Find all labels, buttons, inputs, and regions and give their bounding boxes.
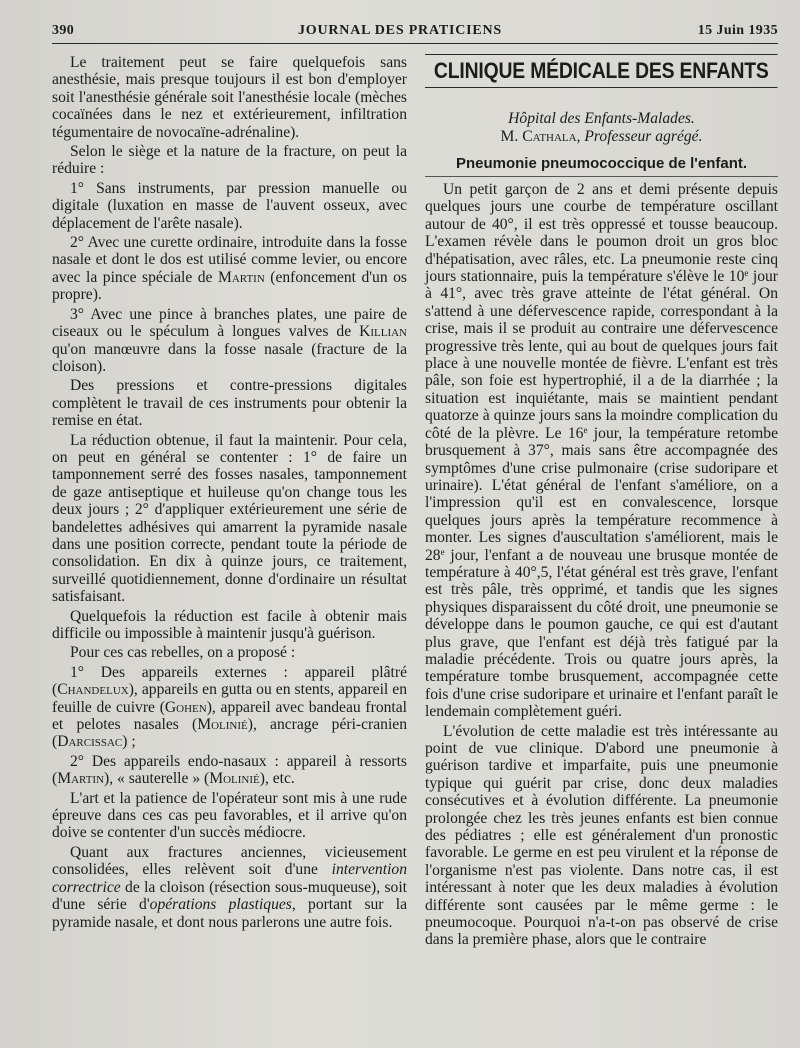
author-name: Gohen xyxy=(164,698,207,716)
author-name: Molinié xyxy=(209,770,260,788)
paragraph-text: de la cloison (résection sous-muqueuse), soit d'une série d' xyxy=(52,878,407,914)
paragraph-text: 2° Des appareils endo-nasaux : appareil à ressorts ( xyxy=(52,752,407,788)
superscript: e xyxy=(440,546,445,557)
paragraph-text: Quant aux fractures anciennes, vicieusement consolidées, elles relèvent soit d'une xyxy=(52,843,407,879)
paragraph xyxy=(52,234,407,304)
paragraph xyxy=(52,306,407,376)
emphasis-text: opérations plastiques xyxy=(149,896,292,914)
paragraph: Selon le siège et la nature de la fracture, on peut la réduire : xyxy=(52,143,407,178)
paragraph-text: ) ; xyxy=(122,733,136,751)
paragraph: 1° Sans instruments, par pression manuelle ou digitale (luxation en masse de l'auvent osseux, avec déplacement de l'arête nasale). xyxy=(52,179,407,232)
author-name: Killian xyxy=(359,323,407,341)
running-header xyxy=(52,14,778,44)
journal-title: JOURNAL DES PRATICIENS xyxy=(297,23,503,38)
paragraph-text: (enfoncement d'un os propre). xyxy=(52,268,408,304)
superscript: e xyxy=(744,268,749,279)
paragraph xyxy=(52,753,407,788)
page-number: 390 xyxy=(52,23,75,38)
paragraph-text: , portant sur la pyramide nasale, et dont nous parlerons une autre fois. xyxy=(52,896,407,931)
paragraph-text: ), « sauterelle » ( xyxy=(104,770,210,788)
author-name: Martin xyxy=(217,268,265,286)
paragraph: Pour ces cas rebelles, on a proposé : xyxy=(70,644,296,662)
paragraph-text: 2° Avec une curette ordinaire, introduite dans la fosse nasale et dont le dos est utilisé comme levier, ou encore avec la pince spéciale de xyxy=(52,234,407,286)
paragraph: L'évolution de cette maladie est très intéressante au point de vue clinique. D'abord une pneumonie à guérison tardive et imparfaite, puis une pneumonie typique qui guérit par crise, donc deux maladies consécutives et à évolution différente. La pneumonie prolongée chez les très jeunes enfants est bien connue des pédiatres ; elle est généralement d'un pronostic favorable. Le germe en est peu virulent et la réponse de l'organisme n'est pas violente. Dans notre cas, il est intéressant à noter que les deux maladies à évolution différente sont causées par le même germe : le pneumocoque. Pourquoi n'a-t-on pas observé de crise dans la première phase, alors que le contraire xyxy=(425,722,778,949)
paragraph-text: jour à 41°, avec très grave atteinte de l'état général. On s'attend à une défervescence rapide, correspondant à la crise, mais il se produit au contraire une défervescence progressive très lente, qui au bout de quelques jours fait place à une nouvelle montée de fièvre. L'enfant est très pâle, son foie est hypertrophié, il a de la diarrhée ; la situation est inquiétante, mais se maintient pendant quatorze à quinze jours sans la moindre complication du côté de la plèvre. Le 16 xyxy=(425,268,778,442)
paragraph xyxy=(425,181,778,721)
paragraph: Le traitement peut se faire quelquefois sans anesthésie, mais presque toujours il est bon d'employer soit l'anesthésie générale soit l'anesthésie locale (mèches cocaïnées dans le nez et extérieurement, infiltration tégumentaire de novocaïne-adrénaline). xyxy=(52,54,407,141)
author-name: Molinié xyxy=(197,716,248,734)
paragraph-text: ), etc. xyxy=(259,770,295,788)
author-name: Darcissac xyxy=(57,733,123,751)
author-line: M. Cathala, Professeur agrégé. xyxy=(500,128,703,145)
author-name: Chandelux xyxy=(57,681,129,699)
right-column xyxy=(425,54,778,951)
author-name: Cathala xyxy=(522,128,577,145)
emphasis-text: intervention correctrice xyxy=(52,861,407,896)
paragraph-text: jour, l'enfant a de nouveau une brusque montée de température à 40°,5, l'état général est très grave, l'enfant est très pâle, très opprimé, et tandis que les signes physiques disparaissent du côté droit, une pneumonie se développe dans le poumon gauche, ce qui est d'autant plus grave, que l'enfant est déjà très fatigué par la maladie précédente. Trois ou quatre jours après, la température tombe brusquement, accompagnée cette fois d'une crise sudoripare et urinaire et l'enfant paraît le lendemain complètement guéri. xyxy=(425,546,778,721)
paragraph-text: ), appareil avec bandeau frontal et pelotes nasales ( xyxy=(52,698,407,734)
author-prefix: M. xyxy=(500,128,523,145)
superscript: e xyxy=(583,424,588,435)
article-title: Pneumonie pneumococcique de l'enfant. xyxy=(425,154,778,177)
paragraph-text: ), ancrage péri-cranien ( xyxy=(52,716,408,751)
paragraph-text: 1° Des appareils externes : appareil plâtré ( xyxy=(52,663,407,699)
paragraph: Des pressions et contre-pressions digitales complètent le travail de ces instruments pour obtenir la remise en état. xyxy=(52,377,407,430)
paragraph-text: 3° Avec une pince à branches plates, une paire de ciseaux ou le spéculum à longues valves de xyxy=(52,305,407,341)
paragraph: Quelquefois la réduction est facile à obtenir mais difficile ou impossible à maintenir jusqu'à guérison. xyxy=(52,607,407,642)
author-role: Professeur agrégé. xyxy=(584,128,703,145)
author-name: Martin xyxy=(57,770,105,788)
paragraph-text: qu'on manœuvre dans la fosse nasale (fracture de la cloison). xyxy=(52,340,407,375)
paragraph: L'art et la patience de l'opérateur sont mis à une rude épreuve dans ces cas peu favorables, et il arrive qu'on doive se contenter d'un succès médiocre. xyxy=(52,789,407,842)
paragraph xyxy=(52,664,407,751)
paragraph-text: Un petit garçon de 2 ans et demi présente depuis quelques jours une courbe de température oscillant autour de 40°, il est très oppressé et tousse beaucoup. L'examen révèle dans le poumon droit un gros bloc d'hépatisation, avec râles, etc. La pneumonie reste cinq jours stationnaire, puis la température s'élève le 10 xyxy=(425,181,778,286)
left-column xyxy=(52,54,407,933)
paragraph-text: jour, la température retombe brusquement à 37°, mais sans être accompagnée des symptômes d'une crise pulmonaire (crise sudoripare et urinaire). L'état général de l'enfant s'améliore, on a l'impression qu'il est en convalescence, lorsque quelques jours après la température recommence à monter. Les signes d'auscultation s'améliorent, mais le 28 xyxy=(425,424,778,564)
section-title: CLINIQUE MÉDICALE DES ENFANTS xyxy=(425,54,778,88)
issue-date: 15 Juin 1935 xyxy=(697,23,778,38)
paragraph-text: ), appareils en gutta ou en stents, appareil en feuille de cuivre ( xyxy=(52,681,407,716)
paragraph xyxy=(52,844,407,931)
hospital-name: Hôpital des Enfants-Malades. xyxy=(508,110,695,127)
paragraph: La réduction obtenue, il faut la maintenir. Pour cela, on peut en général se contenter : 1° de faire un tamponnement serré des fosses nasales, tamponnement de gaze antiseptique et huileuse qu'on change tous les deux jours ; 2° d'appliquer extérieurement une série de bandelettes adhésives qui amarrent la pyramide nasale dans une position correcte, pendant toute la période de consolidation. En dix à quinze jours, ce traitement, surveillé quotidiennement, donne d'ordinaire un résultat satisfaisant. xyxy=(52,431,407,606)
